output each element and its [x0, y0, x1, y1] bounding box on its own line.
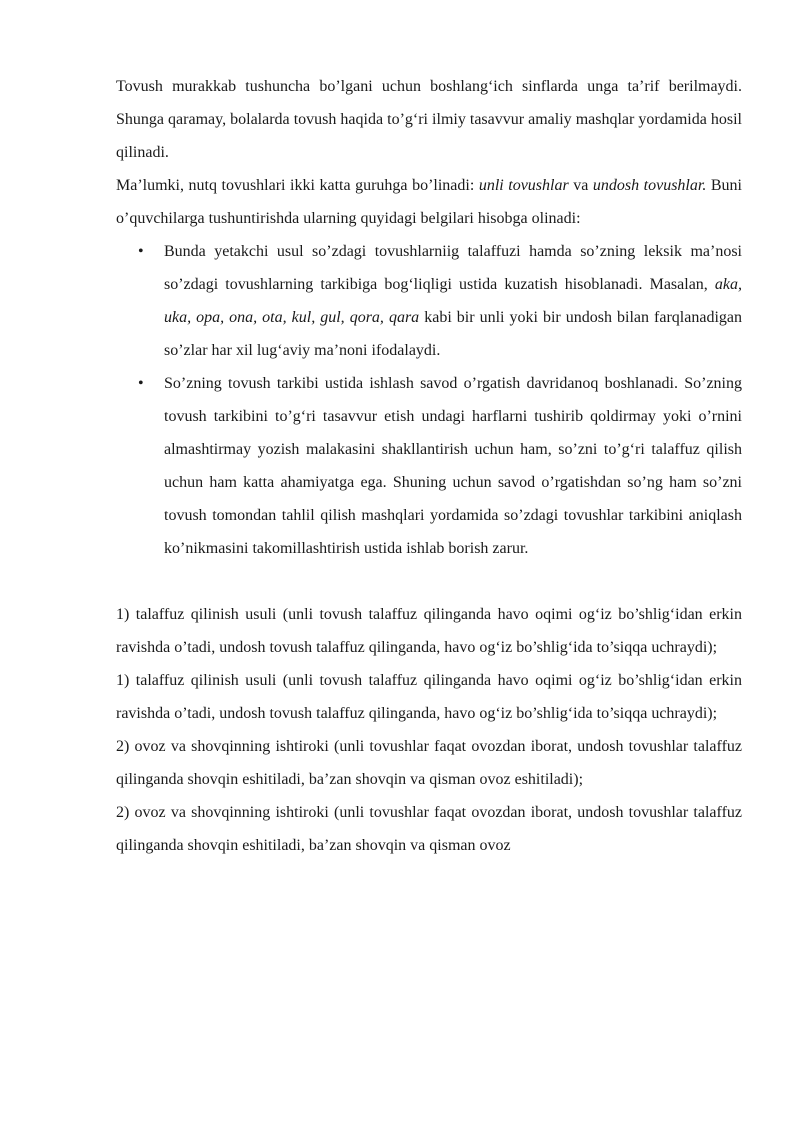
sound-groups-text-start: Ma’lumki, nutq tovushlari ikki katta guruhga bo’linadi: — [116, 177, 479, 194]
numbered-point-1: 1) talaffuz qilinish usuli (unli tovush talaffuz qilinganda havo oqimi og‘iz bo’shlig‘idan erkin ravishda o’tadi, undosh tovush talaffuz qilinganda, havo og‘iz bo’shlig‘ida to’siqqa uchraydi); — [116, 606, 742, 656]
numbered-point-1-repeat: 1) talaffuz qilinish usuli (unli tovush talaffuz qilinganda havo oqimi og‘iz bo’shlig‘idan erkin ravishda o’tadi, undosh tovush talaffuz qilinganda, havo og‘iz bo’shlig‘ida to’siqqa uchraydi); — [116, 672, 742, 722]
bullet-1-text-end: kabi bir unli yoki bir undosh bilan farqlanadigan so’zlar har xil lug‘aviy ma’noni ifodalaydi. — [164, 309, 742, 359]
list-item — [116, 367, 742, 565]
intro-paragraph: Tovush murakkab tushuncha bo’lgani uchun boshlang‘ich sinflarda unga ta’rif berilmaydi. Shunga qaramay, bolalarda tovush haqida to’g‘ri ilmiy tasavvur amaliy mashqlar yordamida hosil qilinadi. — [116, 78, 742, 161]
blank-line — [116, 565, 742, 598]
term-consonants: undosh tovushlar. — [592, 177, 707, 194]
sound-groups-paragraph — [116, 169, 742, 235]
list-item — [116, 235, 742, 367]
numbered-point-2-repeat: 2) ovoz va shovqinning ishtiroki (unli tovushlar faqat ovozdan iborat, undosh tovushlar talaffuz qilinganda shovqin eshitiladi, ba’zan shovqin va qisman ovoz — [116, 804, 742, 854]
sound-groups-text-end: Buni o’quvchilarga tushuntirishda ularning quyidagi belgilari hisobga olinadi: — [116, 177, 742, 227]
sound-groups-conjunction: va — [568, 177, 593, 194]
bullet-2-text: So’zning tovush tarkibi ustida ishlash savod o’rgatish davridanoq boshlanadi. So’zning tovush tarkibini to’g‘ri tasavvur etish undagi harflarni tushirib qoldirmay yoki o’rnini almashtirmay yozish malakasini shakllantirish uchun ham, so’zni to’g‘ri talaffuz qilish uchun ham katta ahamiyatga ega. Shuning uchun savod o’rgatishdan so’ng ham so’zni tovush tomondan tahlil qilish mashqlari yordamida so’zdagi tovushlar tarkibini aniqlash ko’nikmasini takomillashtirish ustida ishlab borish zarur. — [164, 375, 742, 557]
bullet-marker: • — [138, 375, 144, 392]
numbered-point-2: 2) ovoz va shovqinning ishtiroki (unli tovushlar faqat ovozdan iborat, undosh tovushlar talaffuz qilinganda shovqin eshitiladi, ba’zan shovqin va qisman ovoz eshitiladi); — [116, 738, 742, 788]
document-page — [116, 70, 742, 862]
term-vowels: unli tovushlar — [478, 177, 569, 194]
bullet-marker: • — [138, 243, 144, 260]
bullet-list — [116, 235, 742, 565]
bullet-1-examples: aka, uka, opa, ona, ota, kul, gul, qora, qara — [164, 276, 742, 326]
bullet-1-text-start: Bunda yetakchi usul so’zdagi tovushlarniig talaffuzi hamda so’zning leksik ma’nosi so’zdagi tovushlarning tarkibiga bog‘liqligi ustida kuzatish hisoblanadi. Masalan, — [164, 243, 742, 293]
